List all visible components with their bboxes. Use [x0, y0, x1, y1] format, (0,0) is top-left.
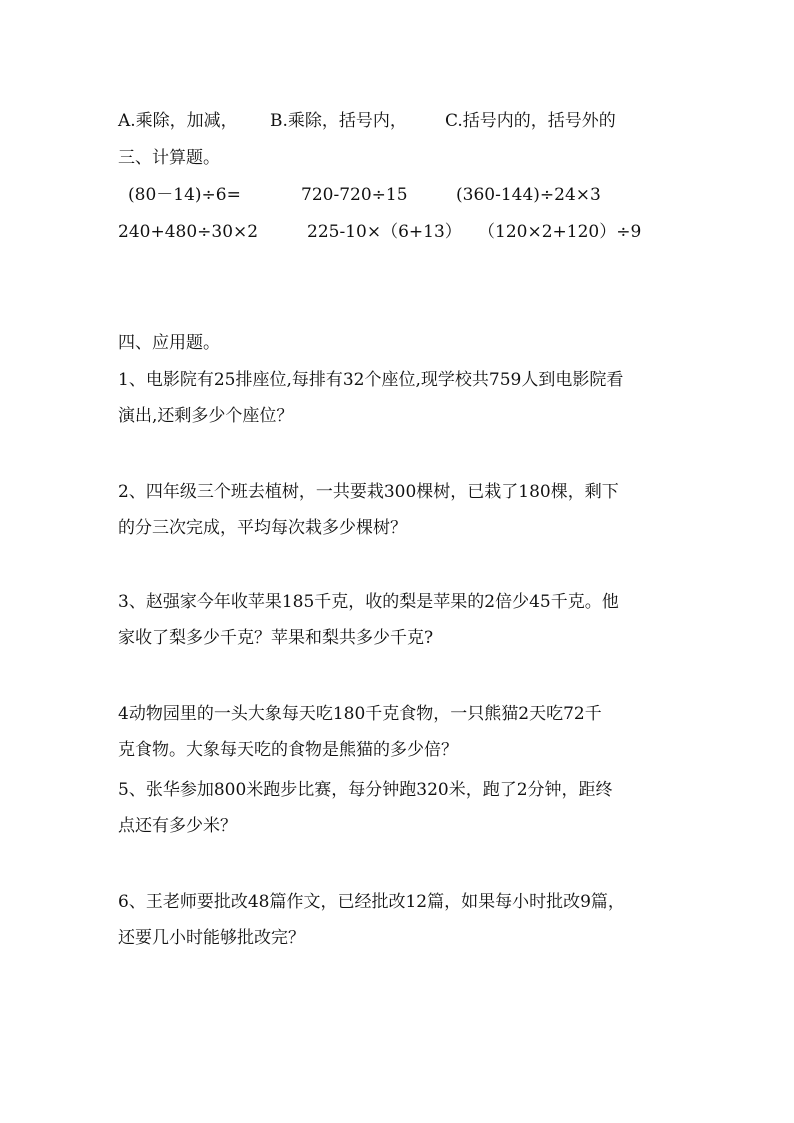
- problem-line: 4动物园里的一头大象每天吃180千克食物，一只熊猫2天吃72千: [118, 704, 602, 724]
- problem-line: 的分三次完成，平均每次栽多少棵树？: [118, 518, 407, 538]
- problem-line: 6、王老师要批改48篇作文，已经批改12篇，如果每小时批改9篇，: [118, 892, 625, 912]
- calc-expression: （120×2+120）÷9: [478, 222, 642, 242]
- choice-a: A.乘除，加减，: [118, 111, 238, 131]
- problem-line: 演出,还剩多少个座位？: [118, 406, 294, 426]
- problem-line: 2、四年级三个班去植树，一共要栽300棵树，已栽了180棵，剩下: [118, 482, 619, 502]
- section-3-heading: 三、计算题。: [118, 148, 220, 168]
- problem-line: 还要几小时能够批改完？: [118, 928, 305, 948]
- section-4-heading: 四、应用题。: [118, 333, 220, 353]
- choice-b: B.乘除，括号内，: [270, 111, 407, 131]
- word-problem: [118, 696, 686, 768]
- calc-expression: 720-720÷15: [301, 185, 408, 205]
- problem-line: 3、赵强家今年收苹果185千克，收的梨是苹果的2倍少45千克。他: [118, 592, 619, 612]
- calc-expression: (360-144)÷24×3: [456, 185, 601, 205]
- problem-line: 1、电影院有25排座位,每排有32个座位,现学校共759人到电影院看: [118, 370, 624, 390]
- calc-expression: 225-10×（6+13）: [307, 222, 462, 242]
- problem-line: 5、张华参加800米跑步比赛，每分钟跑320米，跑了2分钟，距终: [118, 780, 613, 800]
- problem-line: 点还有多少米？: [118, 816, 237, 836]
- problem-line: 克食物。大象每天吃的食物是熊猫的多少倍？: [118, 740, 458, 760]
- calc-expression: (80－14)÷6=: [128, 185, 241, 205]
- choice-c: C.括号内的，括号外的: [445, 111, 616, 131]
- word-problem: [118, 474, 686, 546]
- calc-expression: 240+480÷30×2: [118, 222, 259, 242]
- word-problem: [118, 772, 686, 844]
- word-problem: [118, 884, 686, 956]
- word-problem: [118, 584, 686, 656]
- problem-line: 家收了梨多少千克？苹果和梨共多少千克?: [118, 628, 434, 648]
- word-problem: [118, 362, 686, 434]
